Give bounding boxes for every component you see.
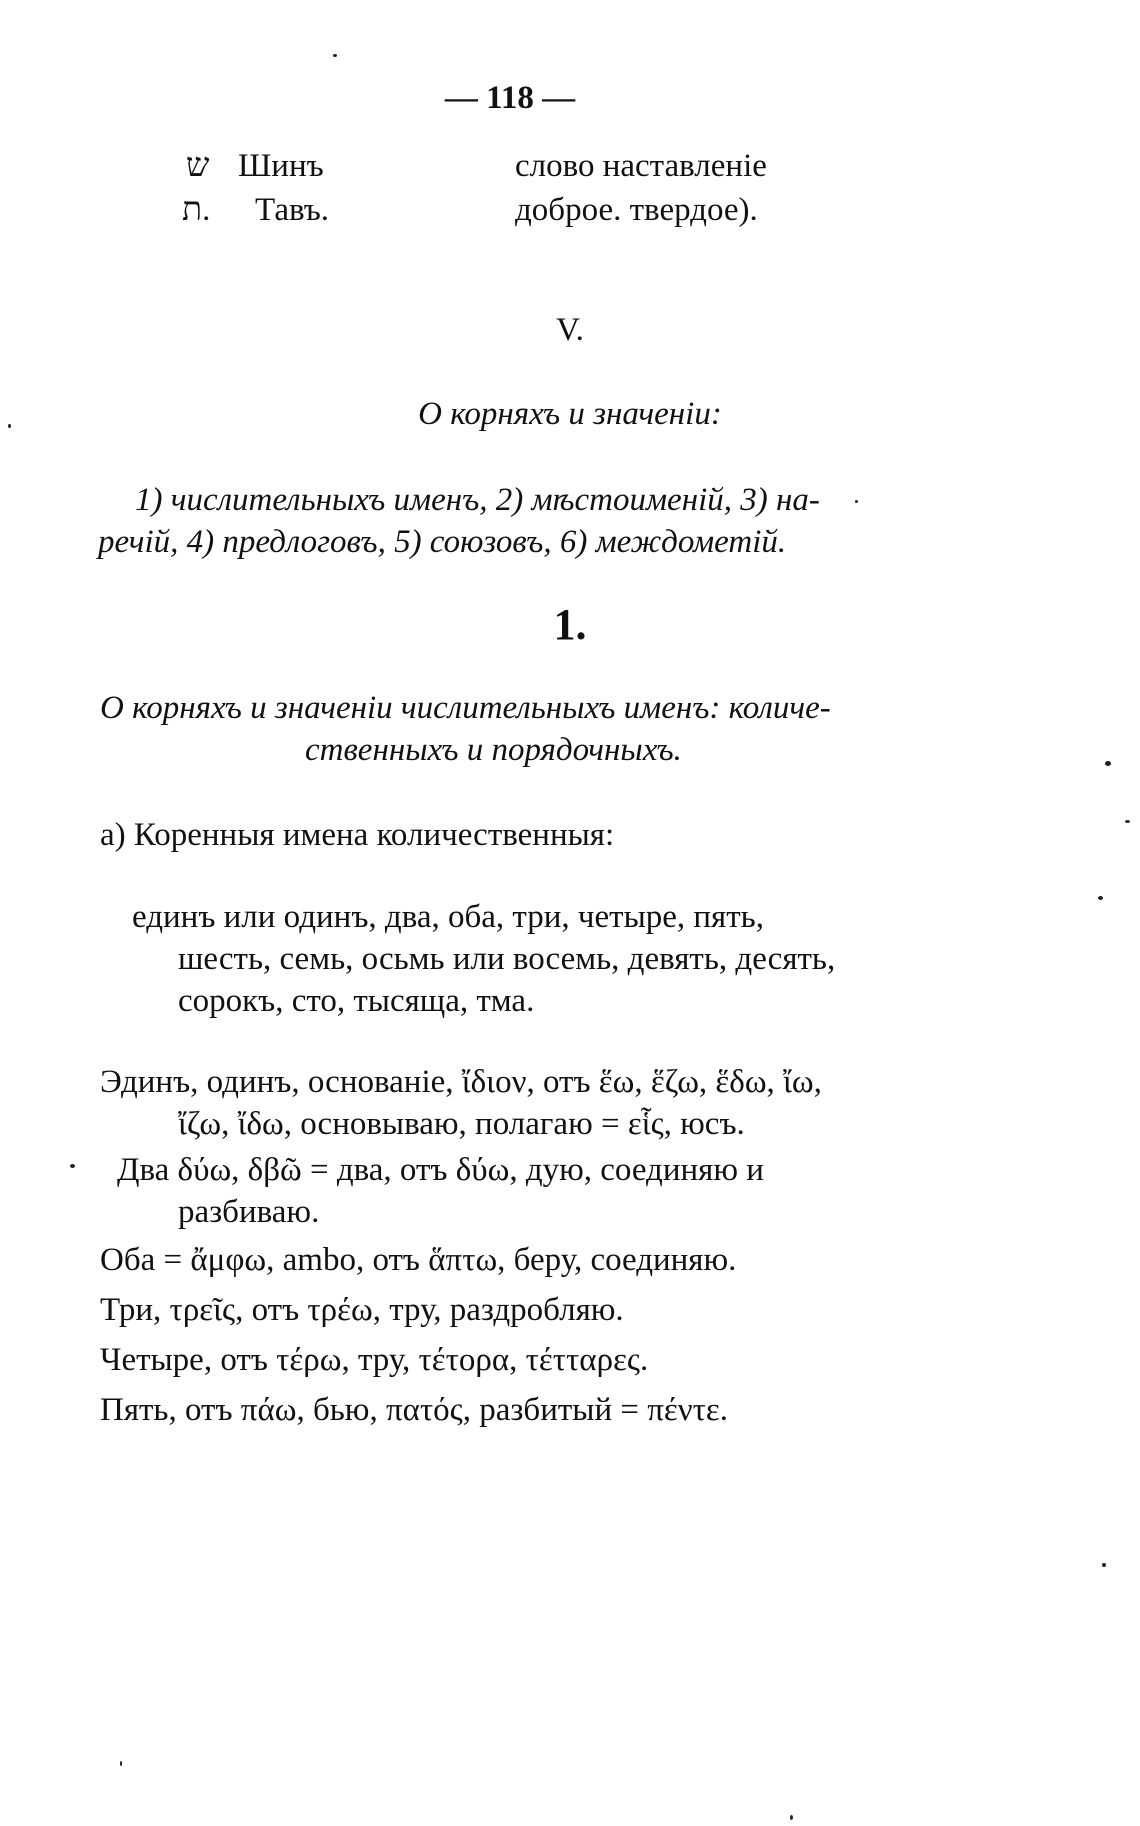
etymology-entry: Оба = ἄμφω, ambo, отъ ἅπτω, беру, соединяю.	[100, 1242, 737, 1278]
etymology-entry-line: Два δύω, δβῶ = два, отъ δύω, дую, соединяю и	[117, 1152, 764, 1188]
etymology-entry-line: Эдинъ, одинъ, основаніе, ἴδιον, отъ ἕω, ἕζω, ἕδω, ἴω,	[100, 1064, 822, 1100]
letter-name: Тавъ.	[255, 192, 330, 228]
scan-speck	[1125, 820, 1130, 823]
numeral-list-line: сорокъ, сто, тысяща, тма.	[178, 983, 535, 1019]
page-number: — 118 —	[444, 80, 576, 116]
scan-speck	[1102, 1563, 1106, 1567]
numeral-list-line: шесть, семь, осьмь или восемь, девять, десять,	[178, 941, 836, 977]
hebrew-letter: ש	[186, 148, 210, 184]
subsection-title-line: О корняхъ и значеніи числительныхъ именъ: количе-	[100, 690, 831, 726]
scan-speck	[855, 500, 858, 503]
letter-name: Шинъ	[238, 148, 324, 184]
numeral-list-line: единъ или одинъ, два, оба, три, четыре, пять,	[132, 899, 764, 935]
etymology-entry-line: ἴζω, ἴδω, основываю, полагаю = εἷς, юсъ.	[178, 1106, 745, 1142]
section-title: О корняхъ и значеніи:	[418, 396, 722, 432]
section-intro-line: 1) числительныхъ именъ, 2) мѣстоименій, 3) на-	[135, 482, 820, 518]
paragraph-heading: а) Коренныя имена количественныя:	[100, 817, 615, 853]
etymology-entry: Три, τρεῖς, отъ τρέω, тру, раздробляю.	[100, 1292, 624, 1328]
subsection-title-line: ственныхъ и порядочныхъ.	[305, 732, 682, 768]
letter-meaning: слово наставленіе	[515, 148, 767, 184]
scan-speck	[1105, 761, 1111, 766]
scan-speck	[70, 1164, 75, 1168]
etymology-entry: Четыре, отъ τέρω, тру, τέτορα, τέτταρες.	[100, 1342, 649, 1378]
scan-speck	[790, 1815, 793, 1820]
subsection-number: 1.	[553, 600, 587, 649]
section-intro-line: речій, 4) предлоговъ, 5) союзовъ, 6) междометій.	[98, 524, 787, 560]
section-numeral: V.	[556, 312, 584, 348]
scan-speck	[8, 424, 11, 428]
hebrew-letter: ת.	[182, 192, 211, 228]
scan-speck	[333, 54, 337, 57]
scan-speck	[1098, 896, 1103, 900]
etymology-entry: Пять, отъ πάω, бью, πατός, разбитый = πέντε.	[100, 1392, 729, 1428]
etymology-entry-line: разбиваю.	[178, 1194, 320, 1230]
scan-speck	[120, 1761, 122, 1766]
letter-meaning: доброе. твердое).	[515, 192, 758, 228]
